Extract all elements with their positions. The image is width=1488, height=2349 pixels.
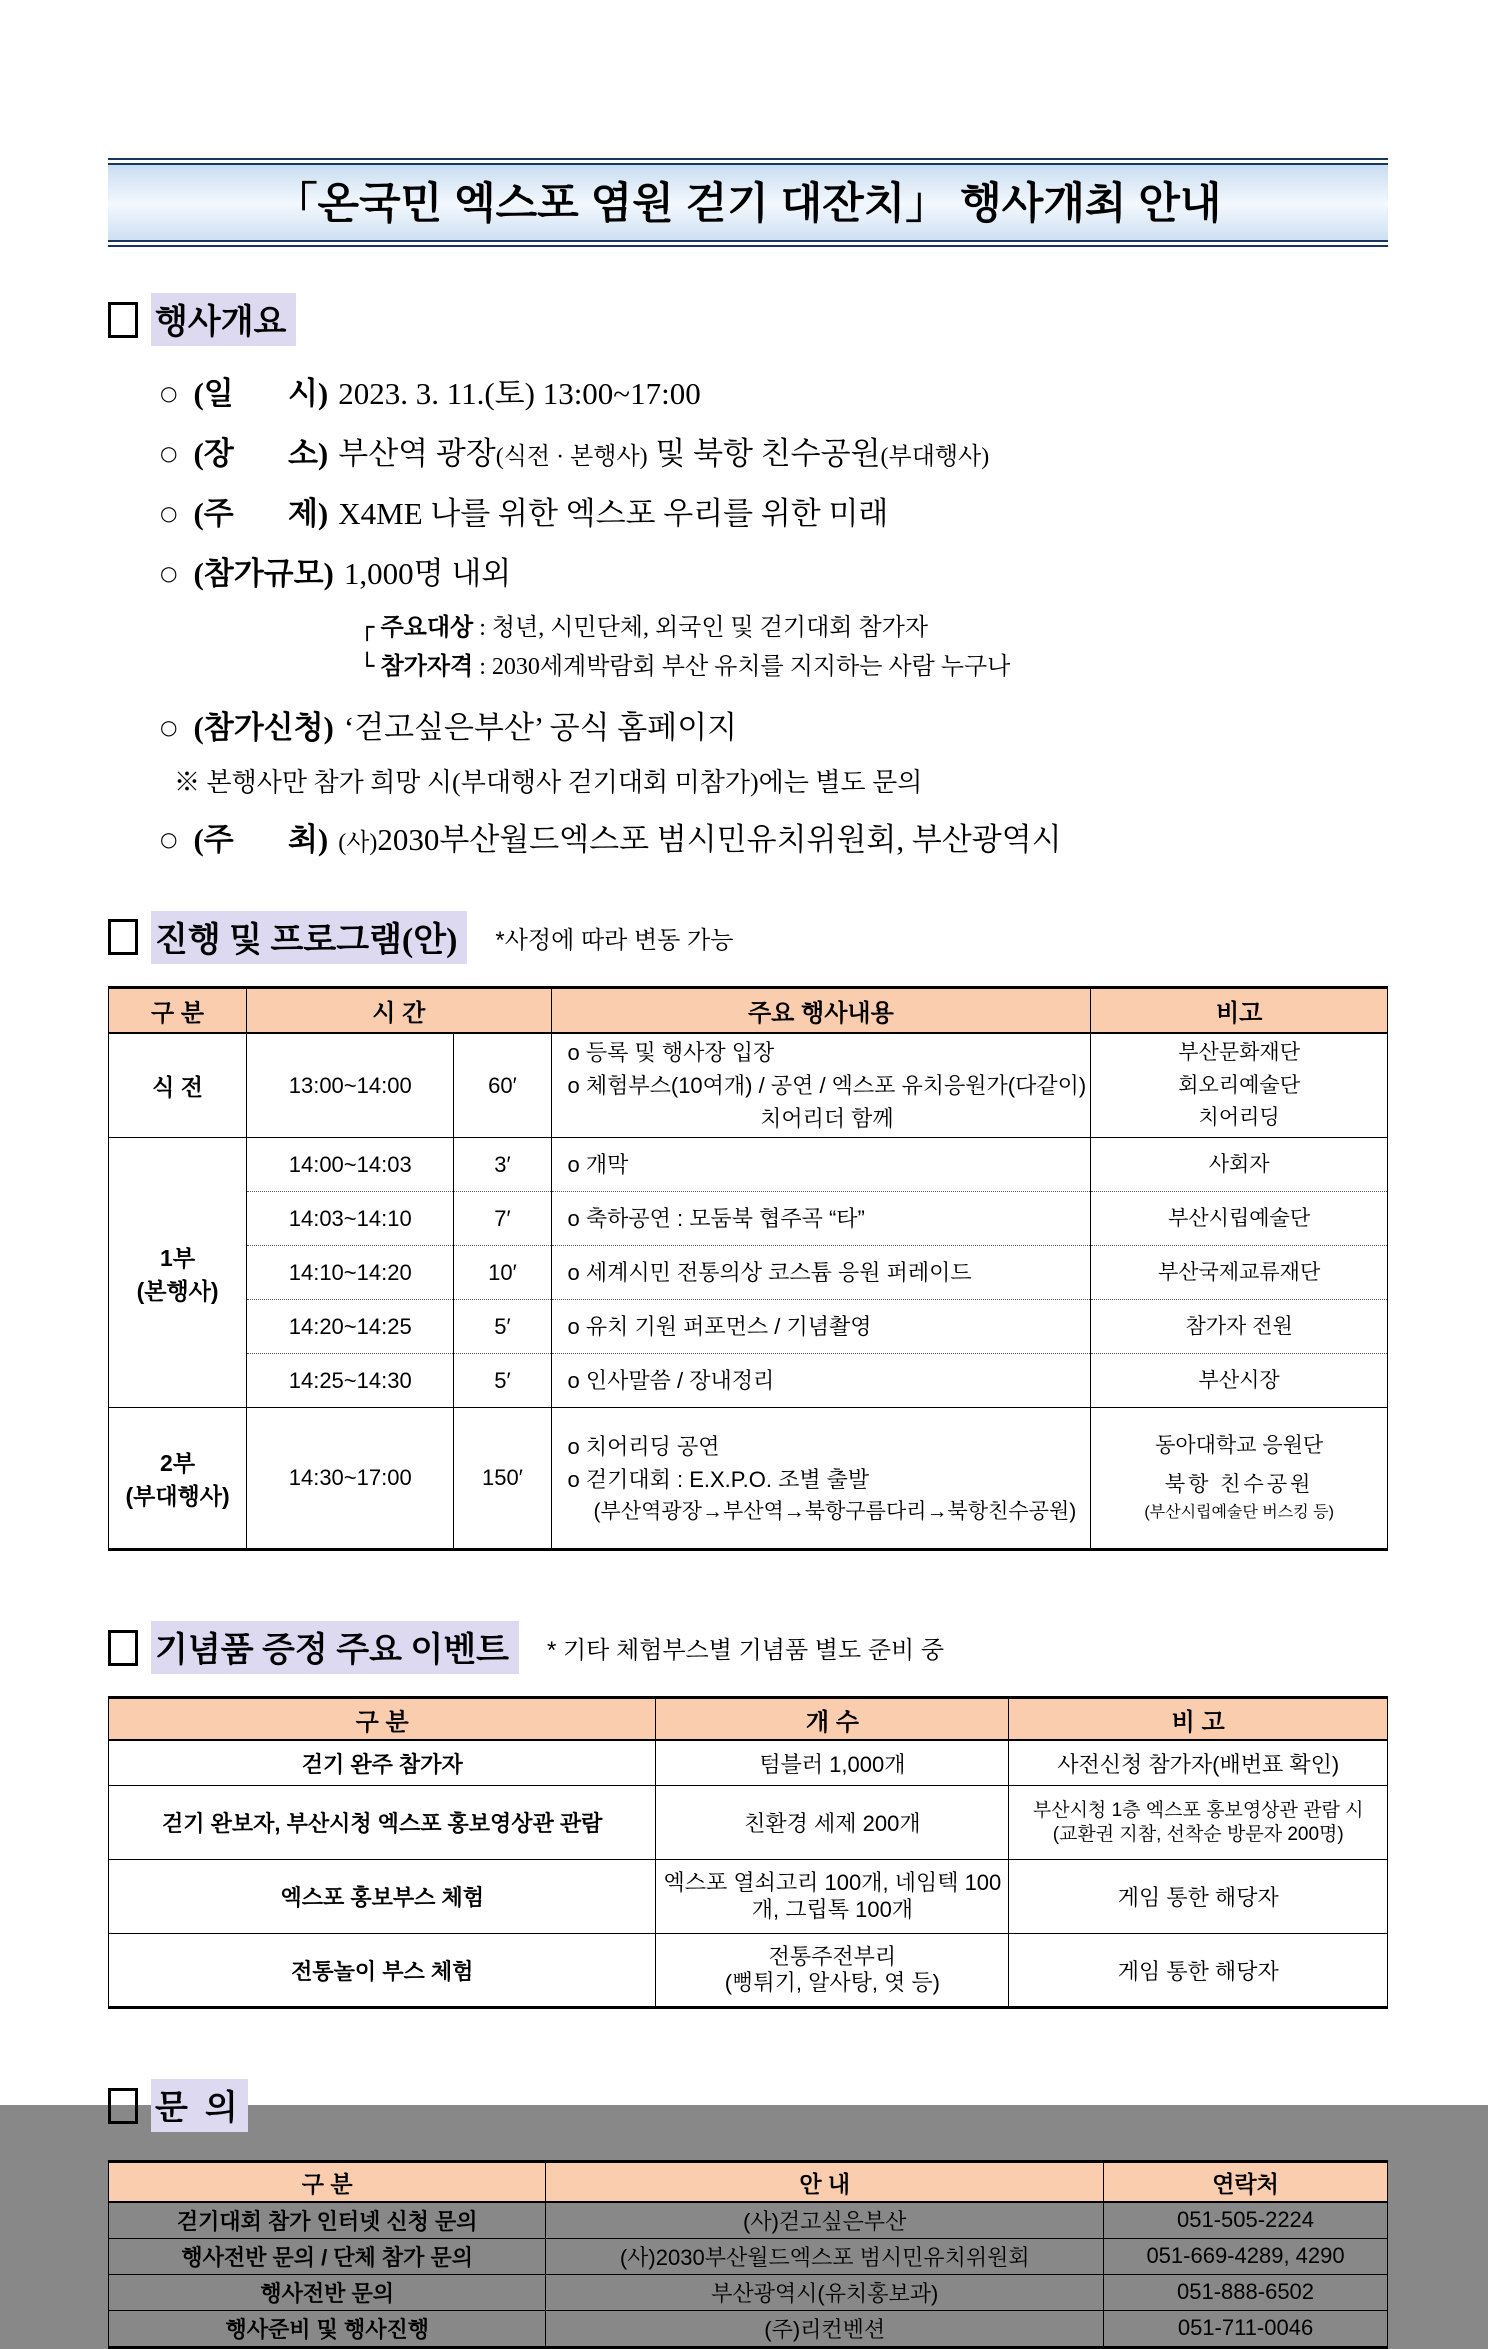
remark-line: 치어리딩 <box>1198 1106 1280 1130</box>
cell-remark: 게임 통한 해당자 <box>1009 1860 1388 1934</box>
item-value: ‘걷고싶은부산’ 공식 홈페이지 <box>343 709 738 745</box>
overview-item-host <box>108 814 1388 859</box>
souvenir-row <box>109 1740 1388 1786</box>
content-line: o 걷기대회 : E.X.P.O. 조별 출발 <box>567 1466 870 1492</box>
remark-line: 북항 친수공원 <box>1164 1472 1314 1496</box>
section-heading-contact <box>108 2079 1388 2132</box>
program-row-part2 <box>109 1408 1388 1550</box>
cell-category: 걷기 완주 참가자 <box>109 1740 656 1786</box>
program-table-wrap <box>108 986 1388 1552</box>
cell-time: 14:03~14:10 <box>247 1192 454 1246</box>
item-value: 1,000명 내외 <box>343 556 512 591</box>
cell-duration: 5′ <box>454 1300 551 1354</box>
souvenir-row <box>109 1934 1388 2008</box>
header-category: 구 분 <box>109 987 247 1033</box>
section-heading-overview <box>108 293 1388 346</box>
cell-remark: 부산시립예술단 <box>1091 1192 1388 1246</box>
content-line: 치어리더 함께 <box>760 1106 894 1132</box>
cell-phone: 051-669-4289, 4290 <box>1104 2238 1388 2274</box>
cell-content: o 유치 기원 퍼포먼스 / 기념촬영 <box>551 1300 1091 1354</box>
square-bullet-icon <box>108 302 138 338</box>
cell-remark: 사전신청 참가자(배번표 확인) <box>1009 1740 1388 1786</box>
item-label: (참가규모) <box>193 556 334 591</box>
item-value: 2023. 3. 11.(토) 13:00~17:00 <box>338 376 701 411</box>
count-line: (뻥튀기, 알사탕, 엿 등) <box>724 1970 941 1996</box>
cell-info: (사)2030부산월드엑스포 범시민유치위원회 <box>546 2238 1104 2274</box>
corner-top-glyph: ┌ <box>360 613 375 641</box>
cell-category: 걷기 완보자, 부산시청 엑스포 홍보영상관 관람 <box>109 1786 656 1860</box>
cell-content <box>551 1033 1091 1138</box>
circle-bullet-icon: ○ <box>160 381 178 405</box>
overview-item-place <box>108 428 1388 473</box>
sub-label: 참가자격 <box>380 653 474 681</box>
title-banner <box>108 158 1388 247</box>
cell-group: 식 전 <box>109 1033 247 1138</box>
cell-remark <box>1091 1033 1388 1138</box>
program-row-part1 <box>109 1246 1388 1300</box>
circle-bullet-icon: ○ <box>160 714 178 739</box>
circle-bullet-icon: ○ <box>160 561 178 585</box>
circle-bullet-icon: ○ <box>160 441 178 465</box>
program-table <box>108 986 1388 1552</box>
remark-line: 부산문화재단 <box>1178 1040 1300 1064</box>
remark-line: 부산시청 1층 엑스포 홍보영상관 관람 시 <box>1032 1800 1364 1822</box>
souvenir-table <box>108 1696 1388 2009</box>
cell-content <box>551 1408 1091 1550</box>
header-phone: 연락처 <box>1104 2162 1388 2202</box>
item-label: (주 제) <box>193 496 329 531</box>
header-content: 주요 행사내용 <box>551 987 1091 1033</box>
cell-time: 13:00~14:00 <box>247 1033 454 1138</box>
cell-category: 행사준비 및 행사진행 <box>109 2310 546 2347</box>
cell-info: (사)걷고싶은부산 <box>546 2202 1104 2239</box>
cell-duration: 7′ <box>454 1192 551 1246</box>
table-header-row <box>109 2162 1388 2202</box>
group-line: 2부 <box>160 1450 196 1477</box>
souvenir-heading-text: 기념품 증정 주요 이벤트 <box>151 1621 519 1674</box>
table-header-row <box>109 987 1388 1033</box>
cell-remark: 사회자 <box>1091 1138 1388 1192</box>
overview-item-date <box>108 368 1388 413</box>
contact-row <box>109 2274 1388 2310</box>
overview-heading-text: 행사개요 <box>151 293 296 346</box>
cell-category: 엑스포 홍보부스 체험 <box>109 1860 656 1934</box>
item-label: (장 소) <box>193 436 329 471</box>
sub-line-target <box>360 608 1388 647</box>
overview-item-theme <box>108 488 1388 533</box>
remark-line: 동아대학교 응원단 <box>1155 1434 1324 1458</box>
program-row-part1 <box>109 1354 1388 1408</box>
cell-phone: 051-888-6502 <box>1104 2274 1388 2310</box>
contact-table <box>108 2160 1388 2349</box>
cell-time: 14:30~17:00 <box>247 1408 454 1550</box>
cell-duration: 3′ <box>454 1138 551 1192</box>
cell-duration: 150′ <box>454 1408 551 1550</box>
overview-item-apply <box>108 702 1388 747</box>
cell-group <box>109 1408 247 1550</box>
page-title: 「온국민 엑스포 염원 걷기 대잔치」 행사개최 안내 <box>108 163 1388 242</box>
square-bullet-icon <box>108 1630 138 1666</box>
overview-sub-block <box>360 608 1388 687</box>
cell-remark: 게임 통한 해당자 <box>1009 1934 1388 2008</box>
sub-value: : 청년, 시민단체, 외국인 및 걷기대회 참가자 <box>473 615 928 641</box>
cell-count: 친환경 세제 200개 <box>656 1786 1009 1860</box>
header-category: 구 분 <box>109 2162 546 2202</box>
cell-remark: 참가자 전원 <box>1091 1300 1388 1354</box>
cell-info: 부산광역시(유치홍보과) <box>546 2274 1104 2310</box>
cell-time: 14:00~14:03 <box>247 1138 454 1192</box>
item-value-small: (식전 · 본행사) <box>495 444 648 470</box>
program-row-part1 <box>109 1138 1388 1192</box>
cell-remark: 부산시장 <box>1091 1354 1388 1408</box>
cell-group <box>109 1138 247 1408</box>
cell-content: o 개막 <box>551 1138 1091 1192</box>
header-info: 안 내 <box>546 2162 1104 2202</box>
header-count: 개 수 <box>656 1698 1009 1740</box>
item-value: 2030부산월드엑스포 범시민유치위원회, 부산광역시 <box>377 821 1062 857</box>
souvenir-row <box>109 1860 1388 1934</box>
cell-content: o 세계시민 전통의상 코스튬 응원 퍼레이드 <box>551 1246 1091 1300</box>
header-remark: 비 고 <box>1009 1698 1388 1740</box>
section-heading-program <box>108 911 1388 964</box>
content-line: o 등록 및 행사장 입장 <box>567 1040 775 1066</box>
header-category: 구 분 <box>109 1698 656 1740</box>
remark-line: 회오리예술단 <box>1178 1073 1300 1097</box>
program-heading-text: 진행 및 프로그램(안) <box>151 911 467 964</box>
item-value: X4ME 나를 위한 엑스포 우리를 위한 미래 <box>338 496 889 531</box>
group-line: (본행사) <box>136 1277 219 1304</box>
cell-remark: 부산국제교류재단 <box>1091 1246 1388 1300</box>
contact-row <box>109 2202 1388 2239</box>
item-value: 부산역 광장 <box>338 436 496 471</box>
circle-bullet-icon: ○ <box>160 826 178 851</box>
remark-line: (부산시립예술단 버스킹 등) <box>1144 1504 1334 1522</box>
content-line: o 체험부스(10여개) / 공연 / 엑스포 유치응원가(다같이) <box>567 1073 1087 1099</box>
header-time: 시 간 <box>247 987 551 1033</box>
program-row-part1 <box>109 1192 1388 1246</box>
cell-phone: 051-505-2224 <box>1104 2202 1388 2239</box>
cell-time: 14:10~14:20 <box>247 1246 454 1300</box>
program-heading-note: *사정에 따라 변동 가능 <box>495 926 734 954</box>
content-line: o 치어리딩 공연 <box>567 1433 720 1459</box>
souvenir-heading-note: * 기타 체험부스별 기념품 별도 준비 중 <box>546 1637 945 1665</box>
overview-item-scale <box>108 548 1388 593</box>
content-line: (부산역광장→부산역→북항구름다리→북항친수공원) <box>593 1499 1077 1523</box>
item-value-small: (사) <box>338 829 378 856</box>
header-remark: 비고 <box>1091 987 1388 1033</box>
sub-line-qualification <box>360 647 1388 686</box>
contact-row <box>109 2310 1388 2347</box>
item-label: (주 최) <box>193 821 329 857</box>
cell-count <box>656 1934 1009 2008</box>
contact-row <box>109 2238 1388 2274</box>
group-line: (부대행사) <box>125 1483 230 1510</box>
cell-remark <box>1091 1408 1388 1550</box>
cell-duration: 10′ <box>454 1246 551 1300</box>
cell-content: o 인사말씀 / 장내정리 <box>551 1354 1091 1408</box>
item-value: 및 북항 친수공원 <box>647 436 881 471</box>
cell-time: 14:25~14:30 <box>247 1354 454 1408</box>
remark-line: (교환권 지참, 선착순 방문자 200명) <box>1052 1823 1344 1845</box>
souvenir-row <box>109 1786 1388 1860</box>
item-value-small: (부대행사) <box>880 444 990 470</box>
cell-phone: 051-711-0046 <box>1104 2310 1388 2347</box>
cell-duration: 60′ <box>454 1033 551 1138</box>
contact-heading-text: 문 의 <box>151 2079 248 2132</box>
group-line: 1부 <box>160 1244 196 1271</box>
cell-count: 텀블러 1,000개 <box>656 1740 1009 1786</box>
cell-category: 걷기대회 참가 인터넷 신청 문의 <box>109 2202 546 2239</box>
cell-duration: 5′ <box>454 1354 551 1408</box>
circle-bullet-icon: ○ <box>160 501 178 525</box>
cell-category: 행사전반 문의 <box>109 2274 546 2310</box>
table-header-row <box>109 1698 1388 1740</box>
cell-remark <box>1009 1786 1388 1860</box>
sub-value: : 2030세계박람회 부산 유치를 지지하는 사람 누구나 <box>473 654 1011 681</box>
cell-time: 14:20~14:25 <box>247 1300 454 1354</box>
cell-content: o 축하공연 : 모둠북 협주곡 “타” <box>551 1192 1091 1246</box>
item-label: (참가신청) <box>193 709 334 745</box>
corner-bottom-glyph: └ <box>360 652 375 681</box>
cell-count: 엑스포 열쇠고리 100개, 네임텍 100개, 그립톡 100개 <box>656 1860 1009 1934</box>
apply-note: ※ 본행사만 참가 희망 시(부대행사 걷기대회 미참가)에는 별도 문의 <box>174 767 923 797</box>
cell-info: (주)리컨벤션 <box>546 2310 1104 2347</box>
section-heading-souvenir <box>108 1621 1388 1674</box>
square-bullet-icon <box>108 2088 138 2124</box>
item-label: (일 시) <box>193 376 329 411</box>
count-line: 전통주전부리 <box>768 1943 897 1969</box>
square-bullet-icon <box>108 919 138 955</box>
sub-label: 주요대상 <box>380 614 474 641</box>
program-row-pre <box>109 1033 1388 1138</box>
cell-category: 행사전반 문의 / 단체 참가 문의 <box>109 2238 546 2274</box>
cell-category: 전통놀이 부스 체험 <box>109 1934 656 2008</box>
program-row-part1 <box>109 1300 1388 1354</box>
